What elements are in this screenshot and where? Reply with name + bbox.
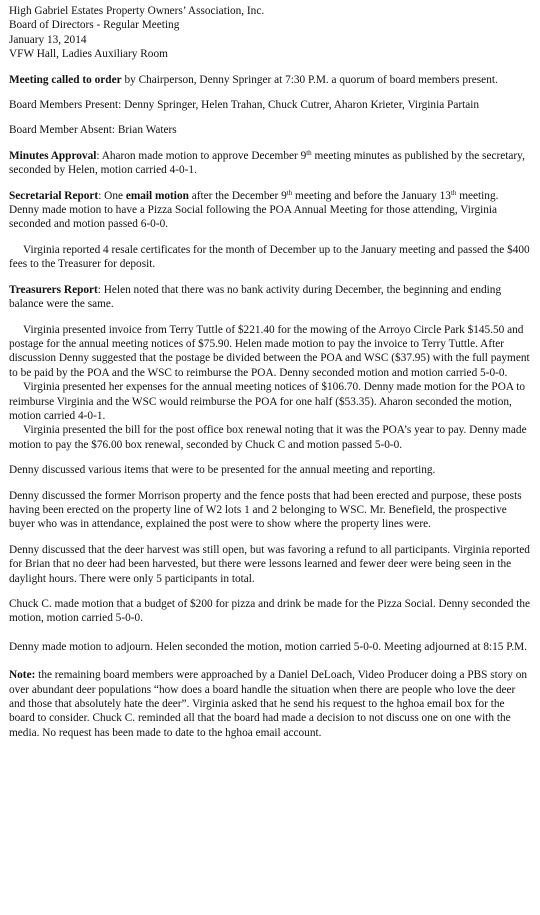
secretarial-text-3: meeting and before the January 13: [292, 189, 451, 202]
treasurers-report-paragraph: [9, 283, 531, 312]
members-present: Board Members Present: Denny Springer, Helen Trahan, Chuck Cutrer, Aharon Krieter, Virginia Partain: [9, 99, 480, 112]
note-paragraph: [9, 668, 531, 740]
call-to-order-heading: Meeting called to order: [9, 73, 122, 86]
resale-certificates-paragraph: Virginia reported 4 resale certificates for the month of December up to the January meeting and passed the $400 fees to the Treasurer for deposit.: [9, 243, 530, 271]
secretarial-text-2: after the December 9: [188, 189, 287, 202]
document-header: [9, 4, 531, 62]
minutes-sup: th: [306, 148, 312, 157]
pizza-budget-paragraph: Chuck C. made motion that a budget of $200 for pizza and drink be made for the Pizza Social. Denny seconded the motion, motion carried 5-0-0.: [9, 598, 531, 625]
secretarial-text-4: meeting. Denny made motion to have a Pizza Social following the POA Annual Meeting for those attending, Virginia seconded and motion passed 6-0-0.: [9, 189, 499, 231]
org-name: High Gabriel Estates Property Owners’ Association, Inc.: [9, 5, 265, 17]
treasurers-report-text: : Helen noted that there was no bank activity during December, the beginning and ending balance were the same.: [9, 283, 502, 311]
expenses-paragraph: Virginia presented her expenses for the annual meeting notices of $106.70. Denny made motion for the POA to reimburse Virginia and the WSC would reimburse the POA for one half ($53.35). Aharon seconded the motion, motion carried 4-0-1.: [9, 381, 526, 422]
call-to-order-text: by Chairperson, Denny Springer at 7:30 P.M. a quorum of board members present.: [121, 73, 498, 86]
secretarial-report-heading: Secretarial Report: [9, 189, 99, 202]
secretarial-sup-2: th: [450, 188, 457, 197]
po-box-paragraph: Virginia presented the bill for the post office box renewal noting that it was the POA’s year to pay. Denny made motion to pay the $76.00 box renewal, seconded by Chuck C and motion passed 5-0-0.: [9, 424, 527, 451]
meeting-location: VFW Hall, Ladies Auxiliary Room: [9, 48, 168, 61]
annual-items-paragraph: Denny discussed various items that were to be presented for the annual meeting and reporting.: [9, 464, 436, 477]
call-to-order-paragraph: [9, 73, 531, 87]
morrison-property-paragraph: Denny discussed the former Morrison property and the fence posts that had been erected and purpose, these posts having been erected on the property line of W2 lots 1 and 2 belonging to WSC. Mr. Benefield, the prospective buyer who was in attendance, explained the post were to show where the property lines were.: [9, 489, 522, 531]
email-motion-phrase: email motion: [125, 189, 189, 202]
meeting-type: Board of Directors - Regular Meeting: [9, 19, 180, 32]
secretarial-report-paragraph: [9, 189, 531, 232]
note-text: the remaining board members were approached by a Daniel DeLoach, Video Producer doing a PBS story on over abundant deer populations “how does a board handle the situation when there are people who love the deer and those that absolutely hate the deer”. Virginia asked that he send his request to the hghoa email box for the board to consider. Chuck C. reminded all that the board had made a decision to not discuss one on one with the media. No request has been made to date to the hghoa email account.: [9, 669, 527, 739]
secretarial-sup-1: th: [286, 188, 293, 197]
minutes-text-1: : Aharon made motion to approve December 9: [96, 149, 307, 162]
meeting-date: January 13, 2014: [9, 33, 87, 46]
treasurers-report-heading: Treasurers Report: [9, 283, 98, 296]
invoice-paragraph: Virginia presented invoice from Terry Tuttle of $221.40 for the mowing of the Arroyo Circle Park $145.50 and postage for the annual meeting notices of $75.90. Helen made motion to pay the invoice to Terry Tuttle. After discussion Denny suggested that the postage be divided between the POA and WSC ($37.95) with the full payment to be paid by the POA and the WSC to reimburse the POA. Denny seconded motion and motion carried 5-0-0.: [9, 323, 530, 379]
adjourn-paragraph: Denny made motion to adjourn. Helen seconded the motion, motion carried 5-0-0. Meeting adjourned at 8:15 P.M.: [9, 640, 527, 653]
note-heading: Note:: [9, 669, 36, 682]
minutes-approval-paragraph: [9, 149, 531, 178]
secretarial-text-1: : One: [98, 189, 126, 202]
minutes-approval-heading: Minutes Approval: [9, 149, 97, 162]
members-absent: Board Member Absent: Brian Waters: [9, 124, 177, 137]
minutes-text-2: meeting minutes as published by the secretary, seconded by Helen, motion carried 4-0-1.: [9, 149, 525, 177]
deer-harvest-paragraph: Denny discussed that the deer harvest was still open, but was favoring a refund to all participants. Virginia reported for Brian that no deer had been harvested, but there were lessons learned and fewer deer were being seen in the daylight hours. There were only 5 participants in total.: [9, 543, 530, 585]
